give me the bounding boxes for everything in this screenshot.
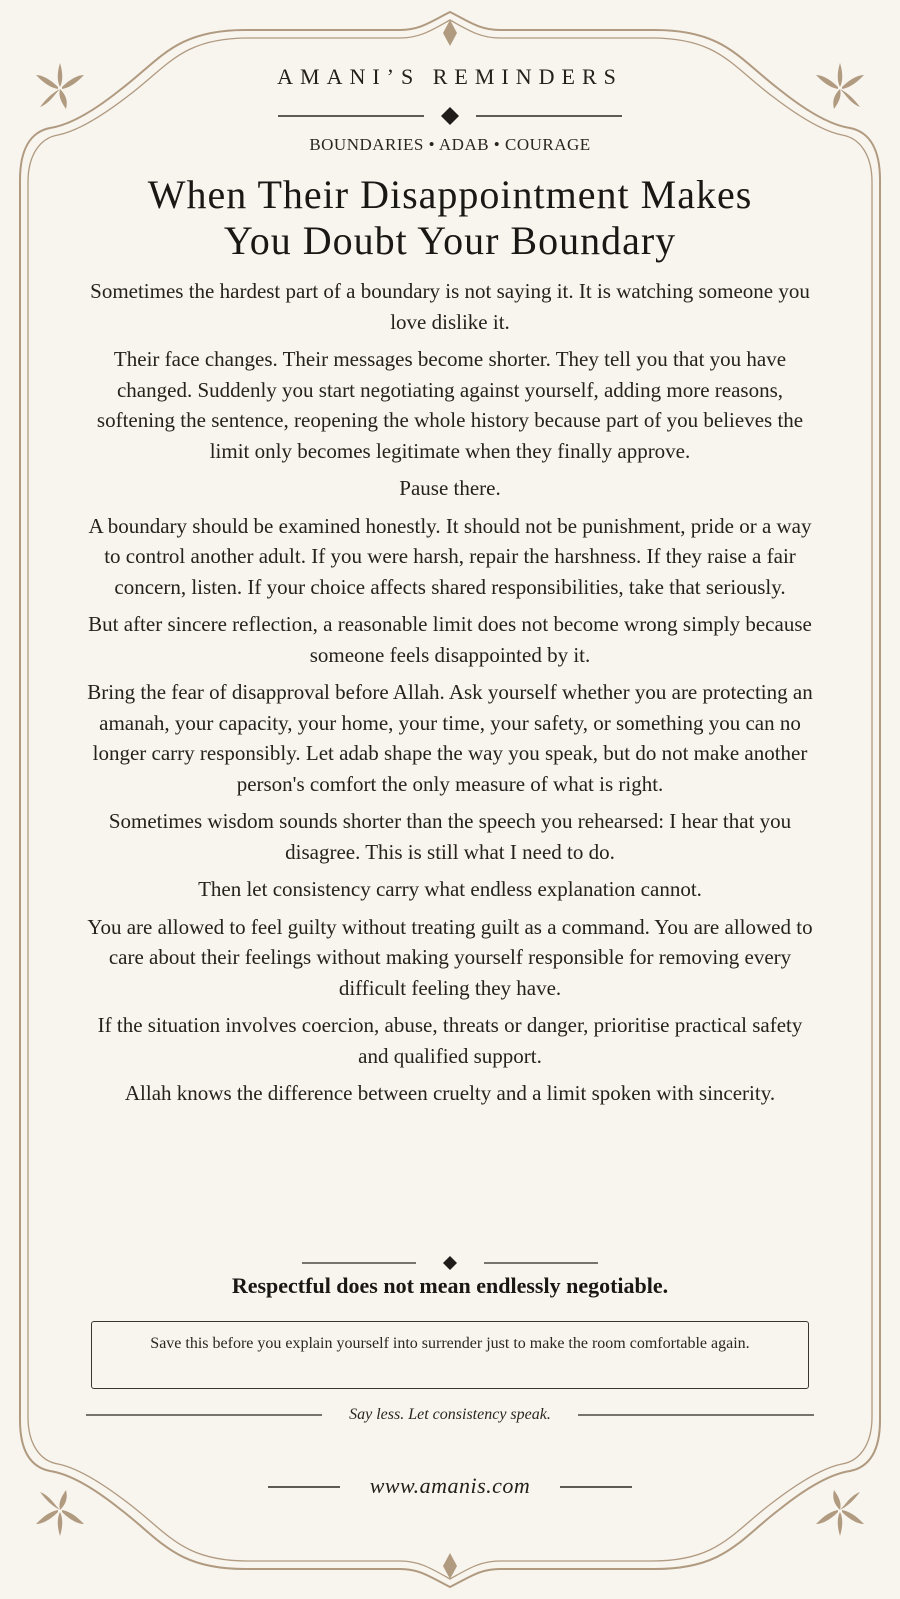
title-line-1: When Their Disappointment Makes	[147, 172, 753, 217]
paragraph: Allah knows the difference between cruelty and a limit spoken with sincerity.	[124, 1081, 776, 1105]
website-url: www.amanis.com	[369, 1473, 531, 1498]
diamond-ornament-icon	[443, 20, 457, 46]
save-note-text: Save this before you explain yourself into surrender just to make the room comfortable again.	[150, 1335, 750, 1352]
paragraph: Bring the fear of disapproval before Allah. Ask yourself whether you are protecting an amanah, your capacity, your home, your time, your safety, or something you can no longer carry responsibly. Let adab shape the way you speak, but do not make another person's comfort the only measure of what is right.	[87, 680, 813, 796]
paragraph: Pause there.	[399, 476, 501, 500]
paragraph: If the situation involves coercion, abuse, threats or danger, prioritise practical safety and qualified support.	[97, 1013, 803, 1068]
paragraph: A boundary should be examined honestly. It should not be punishment, pride or a way to control another adult. If you were harsh, repair the harshness. If they raise a fair concern, listen. If your choice affects shared responsibilities, take that seriously.	[88, 513, 812, 599]
brand-divider	[278, 107, 622, 125]
signoff-text: Say less. Let consistency speak.	[349, 1406, 551, 1423]
diamond-ornament-icon	[441, 107, 459, 125]
paragraph: You are allowed to feel guilty without treating guilt as a command. You are allowed to care about their feelings without making yourself responsible for removing every difficult feeling they have.	[87, 914, 813, 1000]
diamond-ornament-icon	[443, 1256, 457, 1270]
paragraph: Then let consistency carry what endless explanation cannot.	[198, 877, 702, 901]
tagline: Respectful does not mean endlessly negotiable.	[231, 1273, 669, 1298]
title-line-2: You Doubt Your Boundary	[223, 218, 677, 263]
page-title	[60, 172, 840, 264]
topic-tags: BOUNDARIES • ADAB • COURAGE	[309, 135, 591, 154]
paragraph: But after sincere reflection, a reasonable limit does not become wrong simply because someone feels disappointed by it.	[88, 612, 812, 667]
paragraph: Sometimes the hardest part of a boundary is not saying it. It is watching someone you love dislike it.	[90, 279, 810, 334]
tagline-divider	[302, 1256, 598, 1270]
diamond-ornament-icon	[443, 1553, 457, 1579]
paragraph: Sometimes wisdom sounds shorter than the speech you rehearsed: I hear that you disagree. This is still what I need to do.	[108, 809, 792, 864]
reminder-body	[80, 276, 820, 1116]
paragraph: Their face changes. Their messages become shorter. They tell you that you have changed. Suddenly you start negotiating against yourself, adding more reasons, softening the sentence, reopening the whole history because part of you believes the limit only becomes legitimate when they finally approve.	[96, 347, 804, 463]
brand-name: AMANI’S REMINDERS	[277, 64, 623, 89]
signoff-row	[86, 1402, 814, 1430]
save-note-box	[91, 1321, 809, 1389]
